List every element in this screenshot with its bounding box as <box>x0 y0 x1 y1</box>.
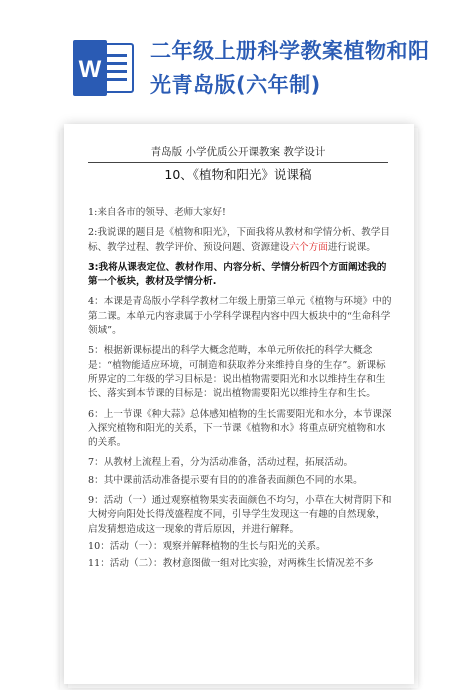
page-header: 青岛版 小学优质公开课教案 教学设计 <box>88 144 388 163</box>
paragraph-2 <box>88 226 393 255</box>
paragraph-8: 8：其中课前活动准备提示要有目的的准备表面颜色不同的水果。 <box>88 474 363 486</box>
paragraph-2-end: 进行说课。 <box>327 241 376 253</box>
highlighted-phrase: 六个方面 <box>289 241 328 253</box>
paragraph-9: 9：活动（一）通过观察植物果实表面颜色不均匀，小草在大树背阴下和大树旁向阳处长得茂盛程度不同，引导学生发现这一有趣的自然现象，启发猜想造成这一现象的背后原因，并进行解释。 <box>88 495 392 535</box>
paragraph-11: 11：活动（二）：教材意图做一组对比实验，对两株生长情况差不多 <box>88 558 374 570</box>
word-document-icon <box>73 40 135 96</box>
svg-text:W: W <box>78 56 102 83</box>
paragraph-10: 10：活动（一）：观察并解释植物的生长与阳光的关系。 <box>88 540 326 552</box>
paragraph-1: 1:来自各市的领导、老师大家好! <box>88 207 226 218</box>
paragraph-3: 3:我将从课表定位、教材作用、内容分析、学情分析四个方面阐述我的第一个板块，教材及学情分析. <box>88 261 387 288</box>
document-title: 二年级上册科学教案植物和阳光青岛版(六年制) <box>150 39 430 97</box>
paragraph-2-start: 2:我说课的题目是《植物和阳光》，下面我将从教材和学情分析、教学目标、教学过程、教学评价、预设问题、资源建设 <box>88 227 390 253</box>
banner <box>0 0 474 110</box>
document-body <box>88 206 393 578</box>
paragraph-7: 7：从教材上流程上看，分为活动准备，活动过程，拓展活动。 <box>88 457 354 469</box>
paragraph-6: 6：上一节课《种大蒜》总体感知植物的生长需要阳光和水分，本节课深入探究植物和阳光的关系，下一节课《植物和水》将重点研究植物和水的关系。 <box>88 408 392 449</box>
lesson-title: 10、《植物和阳光》说课稿 <box>164 167 312 182</box>
paragraph-5: 5：根据新课标提出的科学大概念范畴，本单元所依托的科学大概念是：“植物能适应环境，可制造和获取养分来维持自身的生存”。新课标所界定的二年级的学习目标是：说出植物需要阳光和水以维持生存和生长、落实到本节课的目标是：说出植物需要阳光以维持生存和生长。 <box>88 345 386 400</box>
paragraph-4: 4：本课是青岛版小学科学教材二年级上册第三单元《植物与环境》中的第二课。本单元内容隶属于小学科学课程内容中四大板块中的“生命科学领域”。 <box>88 296 392 337</box>
